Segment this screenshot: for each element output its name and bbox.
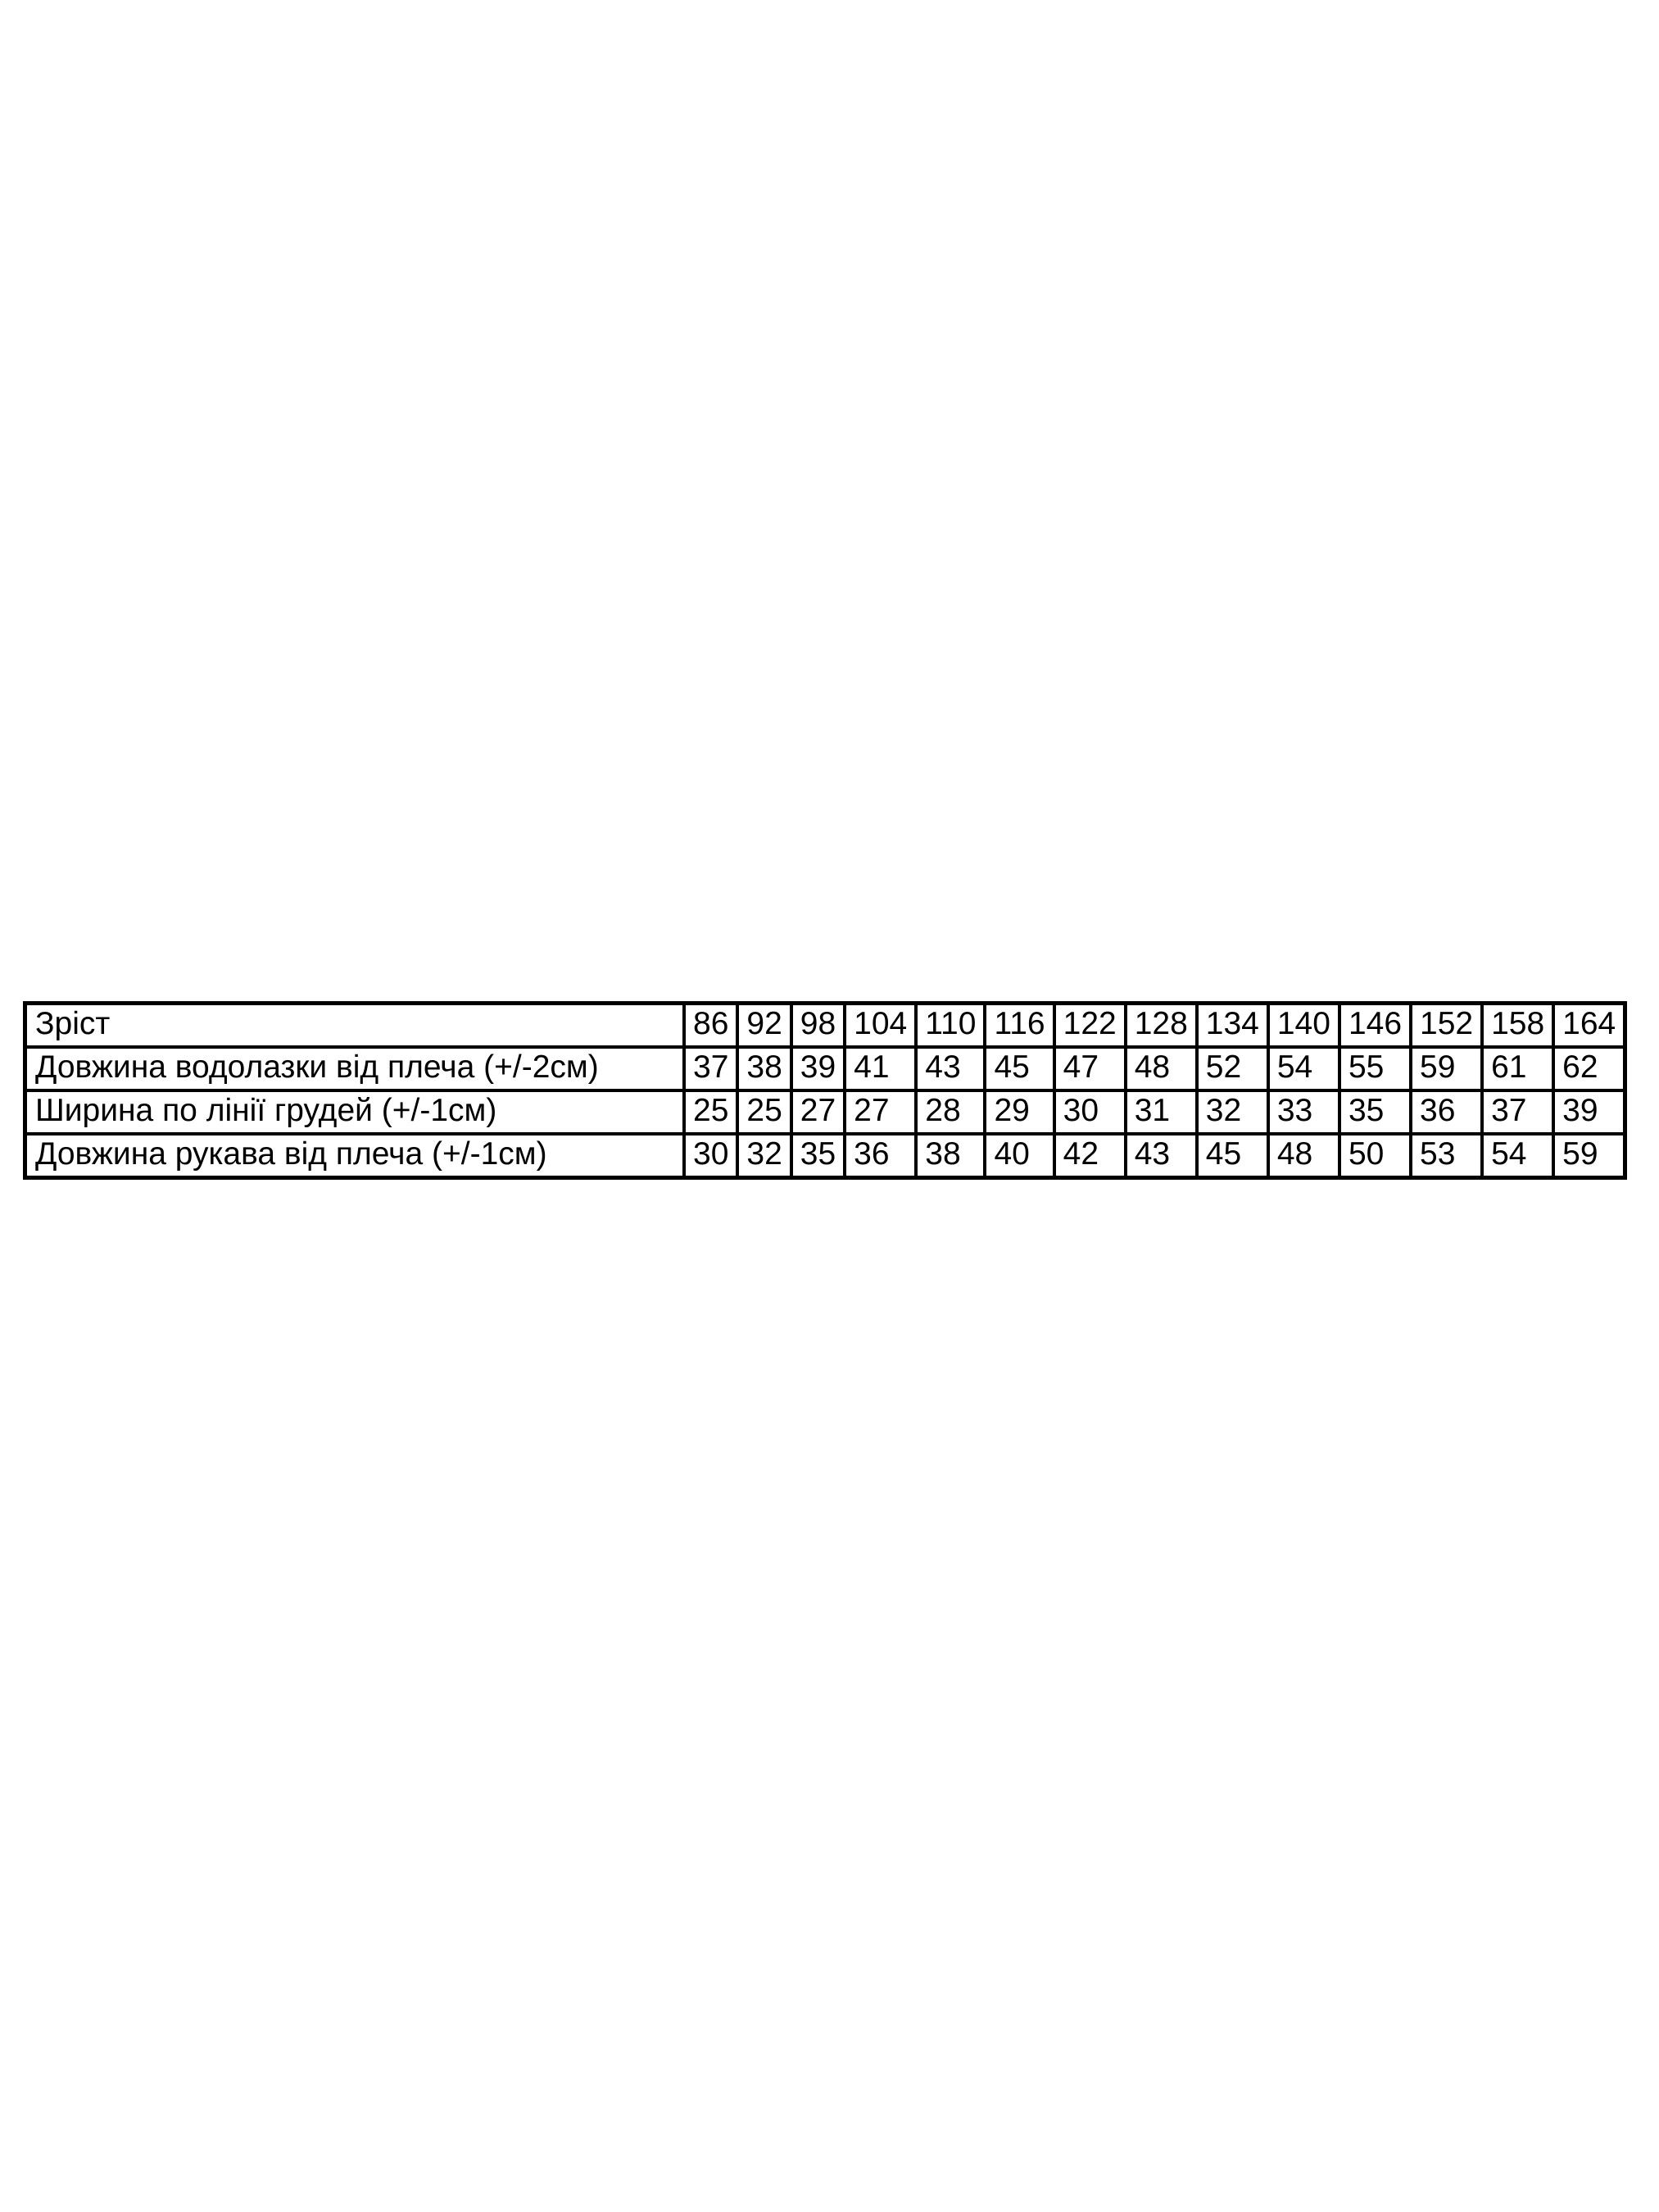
cell-value: 54 [1482, 1134, 1553, 1177]
cell-value: 116 [985, 1004, 1054, 1047]
cell-value: 39 [1553, 1090, 1625, 1134]
cell-value: 45 [1197, 1134, 1268, 1177]
cell-value: 30 [1054, 1090, 1126, 1134]
row-label: Довжина рукава від плеча (+/-1см) [25, 1134, 684, 1177]
table-row [25, 1004, 1625, 1047]
cell-value: 31 [1126, 1090, 1197, 1134]
cell-value: 36 [845, 1134, 916, 1177]
cell-value: 158 [1482, 1004, 1553, 1047]
cell-value: 59 [1411, 1047, 1482, 1090]
cell-value: 86 [684, 1004, 737, 1047]
cell-value: 30 [684, 1134, 737, 1177]
cell-value: 37 [684, 1047, 737, 1090]
cell-value: 61 [1482, 1047, 1553, 1090]
cell-value: 104 [845, 1004, 916, 1047]
cell-value: 48 [1126, 1047, 1197, 1090]
row-label: Довжина водолазки від плеча (+/-2см) [25, 1047, 684, 1090]
table-row [25, 1090, 1625, 1134]
cell-value: 43 [1126, 1134, 1197, 1177]
cell-value: 47 [1054, 1047, 1126, 1090]
cell-value: 27 [845, 1090, 916, 1134]
cell-value: 32 [1197, 1090, 1268, 1134]
cell-value: 52 [1197, 1047, 1268, 1090]
cell-value: 45 [985, 1047, 1054, 1090]
cell-value: 122 [1054, 1004, 1126, 1047]
cell-value: 29 [985, 1090, 1054, 1134]
cell-value: 33 [1268, 1090, 1339, 1134]
cell-value: 55 [1339, 1047, 1411, 1090]
cell-value: 38 [737, 1047, 791, 1090]
cell-value: 35 [1339, 1090, 1411, 1134]
cell-value: 39 [791, 1047, 845, 1090]
row-label: Зріст [25, 1004, 684, 1047]
table-row [25, 1134, 1625, 1177]
cell-value: 62 [1553, 1047, 1625, 1090]
cell-value: 152 [1411, 1004, 1482, 1047]
cell-value: 54 [1268, 1047, 1339, 1090]
cell-value: 164 [1553, 1004, 1625, 1047]
table-row [25, 1047, 1625, 1090]
cell-value: 98 [791, 1004, 845, 1047]
cell-value: 53 [1411, 1134, 1482, 1177]
cell-value: 134 [1197, 1004, 1268, 1047]
cell-value: 40 [985, 1134, 1054, 1177]
cell-value: 25 [737, 1090, 791, 1134]
cell-value: 59 [1553, 1134, 1625, 1177]
cell-value: 110 [916, 1004, 985, 1047]
size-chart-table [23, 1001, 1627, 1180]
cell-value: 35 [791, 1134, 845, 1177]
cell-value: 128 [1126, 1004, 1197, 1047]
cell-value: 25 [684, 1090, 737, 1134]
cell-value: 37 [1482, 1090, 1553, 1134]
cell-value: 146 [1339, 1004, 1411, 1047]
cell-value: 27 [791, 1090, 845, 1134]
cell-value: 48 [1268, 1134, 1339, 1177]
cell-value: 43 [916, 1047, 985, 1090]
cell-value: 36 [1411, 1090, 1482, 1134]
size-chart-container [23, 1001, 1653, 1180]
cell-value: 42 [1054, 1134, 1126, 1177]
cell-value: 50 [1339, 1134, 1411, 1177]
cell-value: 140 [1268, 1004, 1339, 1047]
row-label: Ширина по лінії грудей (+/-1см) [25, 1090, 684, 1134]
cell-value: 32 [737, 1134, 791, 1177]
cell-value: 92 [737, 1004, 791, 1047]
cell-value: 28 [916, 1090, 985, 1134]
cell-value: 38 [916, 1134, 985, 1177]
cell-value: 41 [845, 1047, 916, 1090]
size-chart-body [25, 1004, 1625, 1177]
